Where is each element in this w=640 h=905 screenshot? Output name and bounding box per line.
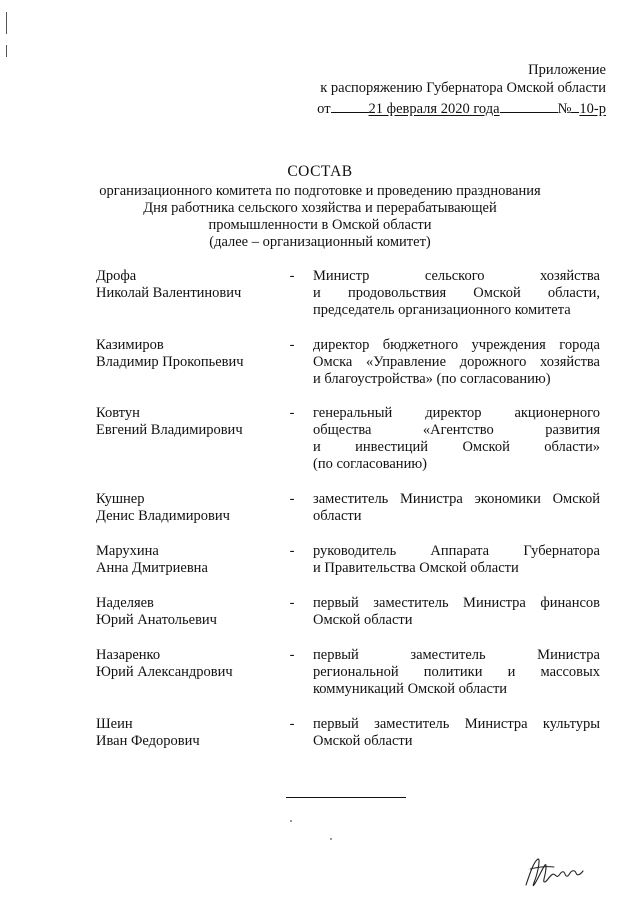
role-line: Министр сельского хозяйства (313, 268, 600, 284)
member-dash: - (289, 595, 295, 611)
member-name (96, 337, 286, 371)
scan-margin-mark (6, 12, 7, 34)
role-line: (по согласованию) (313, 456, 427, 472)
role-line: Омска «Управление дорожного хозяйства (313, 354, 600, 370)
member-given-name: Анна Дмитриевна (96, 560, 208, 576)
member-dash: - (289, 491, 295, 507)
member-surname: Дрофа (96, 268, 137, 284)
member-role (313, 543, 600, 577)
member-surname: Шеин (96, 716, 133, 732)
title-line: организационного комитета по подготовке и проведению празднования (99, 183, 541, 199)
closing-rule (286, 797, 406, 798)
scan-speck (290, 820, 292, 822)
appendix-reference: к распоряжению Губернатора Омской области (320, 80, 606, 96)
role-line: и благоустройства» (по согласованию) (313, 371, 551, 387)
member-name (96, 716, 286, 750)
appendix-title: Приложение (528, 62, 606, 78)
member-role (313, 491, 600, 525)
member-name (96, 595, 286, 629)
member-name (96, 268, 286, 302)
title-line: Дня работника сельского хозяйства и перерабатывающей (143, 200, 497, 216)
role-line: председатель организационного комитета (313, 302, 571, 318)
member-given-name: Юрий Александрович (96, 664, 233, 680)
member-role (313, 268, 600, 319)
member-role (313, 405, 600, 473)
member-given-name: Иван Федорович (96, 733, 200, 749)
appendix-date-line (276, 98, 606, 116)
date-underline-right (500, 98, 558, 113)
member-surname: Кушнер (96, 491, 145, 507)
date-underline-left (331, 98, 369, 113)
scan-margin-mark (6, 45, 7, 57)
order-number: 10-р (579, 101, 606, 117)
member-name (96, 405, 286, 439)
member-dash: - (289, 716, 295, 732)
role-line: региональной политики и массовых (313, 664, 600, 680)
role-line: первый заместитель Министра культуры (313, 716, 600, 732)
role-line: директор бюджетного учреждения города (313, 337, 600, 353)
role-line: коммуникаций Омской области (313, 681, 508, 697)
member-role (313, 647, 600, 698)
role-line: руководитель Аппарата Губернатора (313, 543, 600, 559)
member-given-name: Евгений Владимирович (96, 422, 243, 438)
member-surname: Назаренко (96, 647, 161, 663)
member-role (313, 716, 600, 750)
order-date: 21 февраля 2020 года (368, 101, 500, 117)
member-dash: - (289, 647, 295, 663)
document-heading: СОСТАВ (287, 163, 353, 180)
member-given-name: Юрий Анатольевич (96, 612, 217, 628)
document-title-block (80, 163, 560, 251)
number-sign: № (557, 101, 572, 117)
member-surname: Марухина (96, 543, 159, 559)
number-underline (571, 98, 579, 113)
member-name (96, 491, 286, 525)
member-dash: - (289, 337, 295, 353)
appendix-header (276, 62, 606, 116)
scan-speck (330, 838, 332, 840)
member-dash: - (289, 405, 295, 421)
member-name (96, 543, 286, 577)
member-given-name: Владимир Прокопьевич (96, 354, 244, 370)
role-line: общества «Агентство развития (313, 422, 600, 438)
title-line: (далее – организационный комитет) (209, 234, 431, 250)
member-role (313, 595, 600, 629)
member-surname: Ковтун (96, 405, 140, 421)
member-dash: - (289, 543, 295, 559)
member-given-name: Денис Владимирович (96, 508, 230, 524)
signature-initials (520, 855, 590, 891)
role-line: области (313, 508, 362, 524)
member-given-name: Николай Валентинович (96, 285, 242, 301)
title-line: промышленности в Омской области (208, 217, 432, 233)
member-surname: Наделяев (96, 595, 154, 611)
date-prefix: от (317, 101, 331, 117)
role-line: заместитель Министра экономики Омской (313, 491, 600, 507)
role-line: и Правительства Омской области (313, 560, 519, 576)
member-surname: Казимиров (96, 337, 164, 353)
role-line: Омской области (313, 612, 413, 628)
role-line: первый заместитель Министра (313, 647, 600, 663)
role-line: первый заместитель Министра финансов (313, 595, 600, 611)
role-line: и продовольствия Омской области, (313, 285, 600, 301)
member-dash: - (289, 268, 295, 284)
member-role (313, 337, 600, 388)
member-name (96, 647, 286, 681)
role-line: и инвестиций Омской области» (313, 439, 600, 455)
role-line: генеральный директор акционерного (313, 405, 600, 421)
role-line: Омской области (313, 733, 413, 749)
